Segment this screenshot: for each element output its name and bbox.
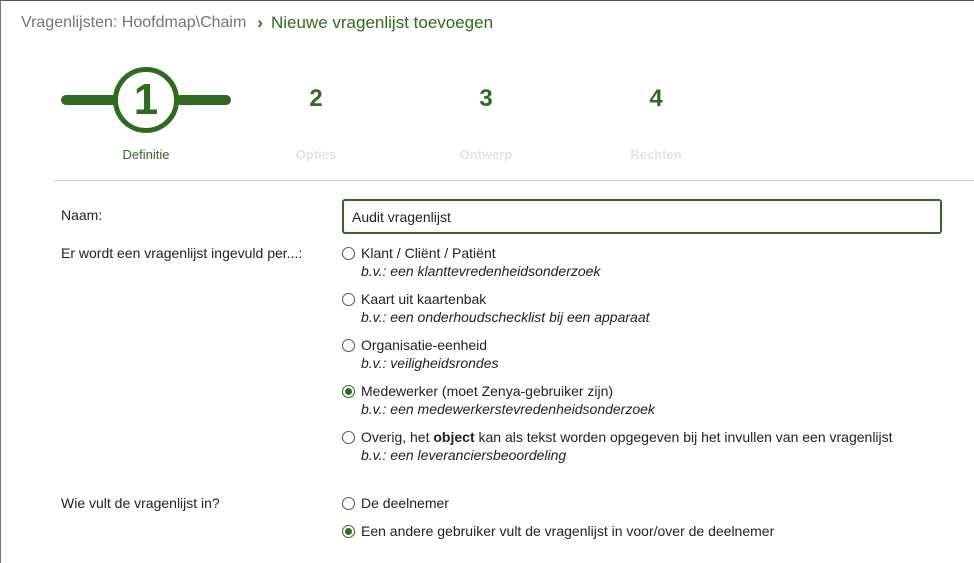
radio-button[interactable] (342, 497, 355, 510)
chevron-right-icon: › (257, 13, 263, 32)
name-label: Naam: (61, 207, 103, 223)
breadcrumb-parent-link[interactable]: Vragenlijsten: Hoofdmap\Chaim (21, 14, 247, 31)
step-number: 2 (309, 85, 323, 112)
step-number: 4 (649, 85, 663, 112)
radio-label: Overig, het object kan als tekst worden opgegeven bij het invullen van een vragenlijst (361, 429, 893, 445)
step-label: Opties (295, 147, 337, 162)
radio-option-medewerker[interactable] (342, 383, 655, 417)
object-keyword: object (433, 429, 475, 445)
radio-option-organisatie[interactable] (342, 337, 498, 371)
radio-option-kaart[interactable] (342, 291, 650, 325)
radio-option-andere-gebruiker[interactable] (342, 523, 774, 539)
radio-option-klant[interactable] (342, 245, 600, 279)
radio-label: Kaart uit kaartenbak (361, 291, 487, 307)
radio-button[interactable] (342, 431, 355, 444)
radio-button[interactable] (342, 247, 355, 260)
name-input[interactable] (342, 199, 942, 234)
radio-hint: b.v.: een leveranciersbeoordeling (361, 447, 567, 463)
filled-per-label: Er wordt een vragenlijst ingevuld per...: (61, 245, 303, 261)
step-label: Definitie (122, 147, 170, 162)
radio-label: Medewerker (moet Zenya-gebruiker zijn) (361, 383, 614, 399)
who-fills-label: Wie vult de vragenlijst in? (61, 495, 220, 511)
radio-label: Organisatie-eenheid (361, 337, 488, 353)
radio-button-checked[interactable] (342, 525, 355, 538)
divider (54, 180, 974, 181)
wizard-stepper (61, 67, 741, 167)
radio-hint: b.v.: een onderhoudschecklist bij een apparaat (361, 309, 650, 325)
radio-label: Een andere gebruiker vult de vragenlijst in voor/over de deelnemer (361, 523, 775, 539)
radio-button-checked[interactable] (342, 385, 355, 398)
step-number-circle: 1 (113, 67, 179, 133)
radio-label: De deelnemer (361, 495, 449, 511)
radio-option-deelnemer[interactable] (342, 495, 449, 511)
breadcrumb (21, 13, 493, 33)
page-title: Nieuwe vragenlijst toevoegen (270, 13, 494, 32)
radio-button[interactable] (342, 293, 355, 306)
radio-hint: b.v.: veiligheidsrondes (361, 355, 499, 371)
radio-label: Klant / Cliënt / Patiënt (361, 245, 496, 261)
radio-button[interactable] (342, 339, 355, 352)
radio-hint: b.v.: een klanttevredenheidsonderzoek (361, 263, 601, 279)
step-label: Rechten (630, 147, 682, 162)
step-label: Ontwerp (459, 147, 513, 162)
radio-option-overig[interactable] (342, 429, 893, 463)
radio-hint: b.v.: een medewerkerstevredenheidsonderzoek (361, 401, 655, 417)
step-number: 3 (479, 85, 493, 112)
